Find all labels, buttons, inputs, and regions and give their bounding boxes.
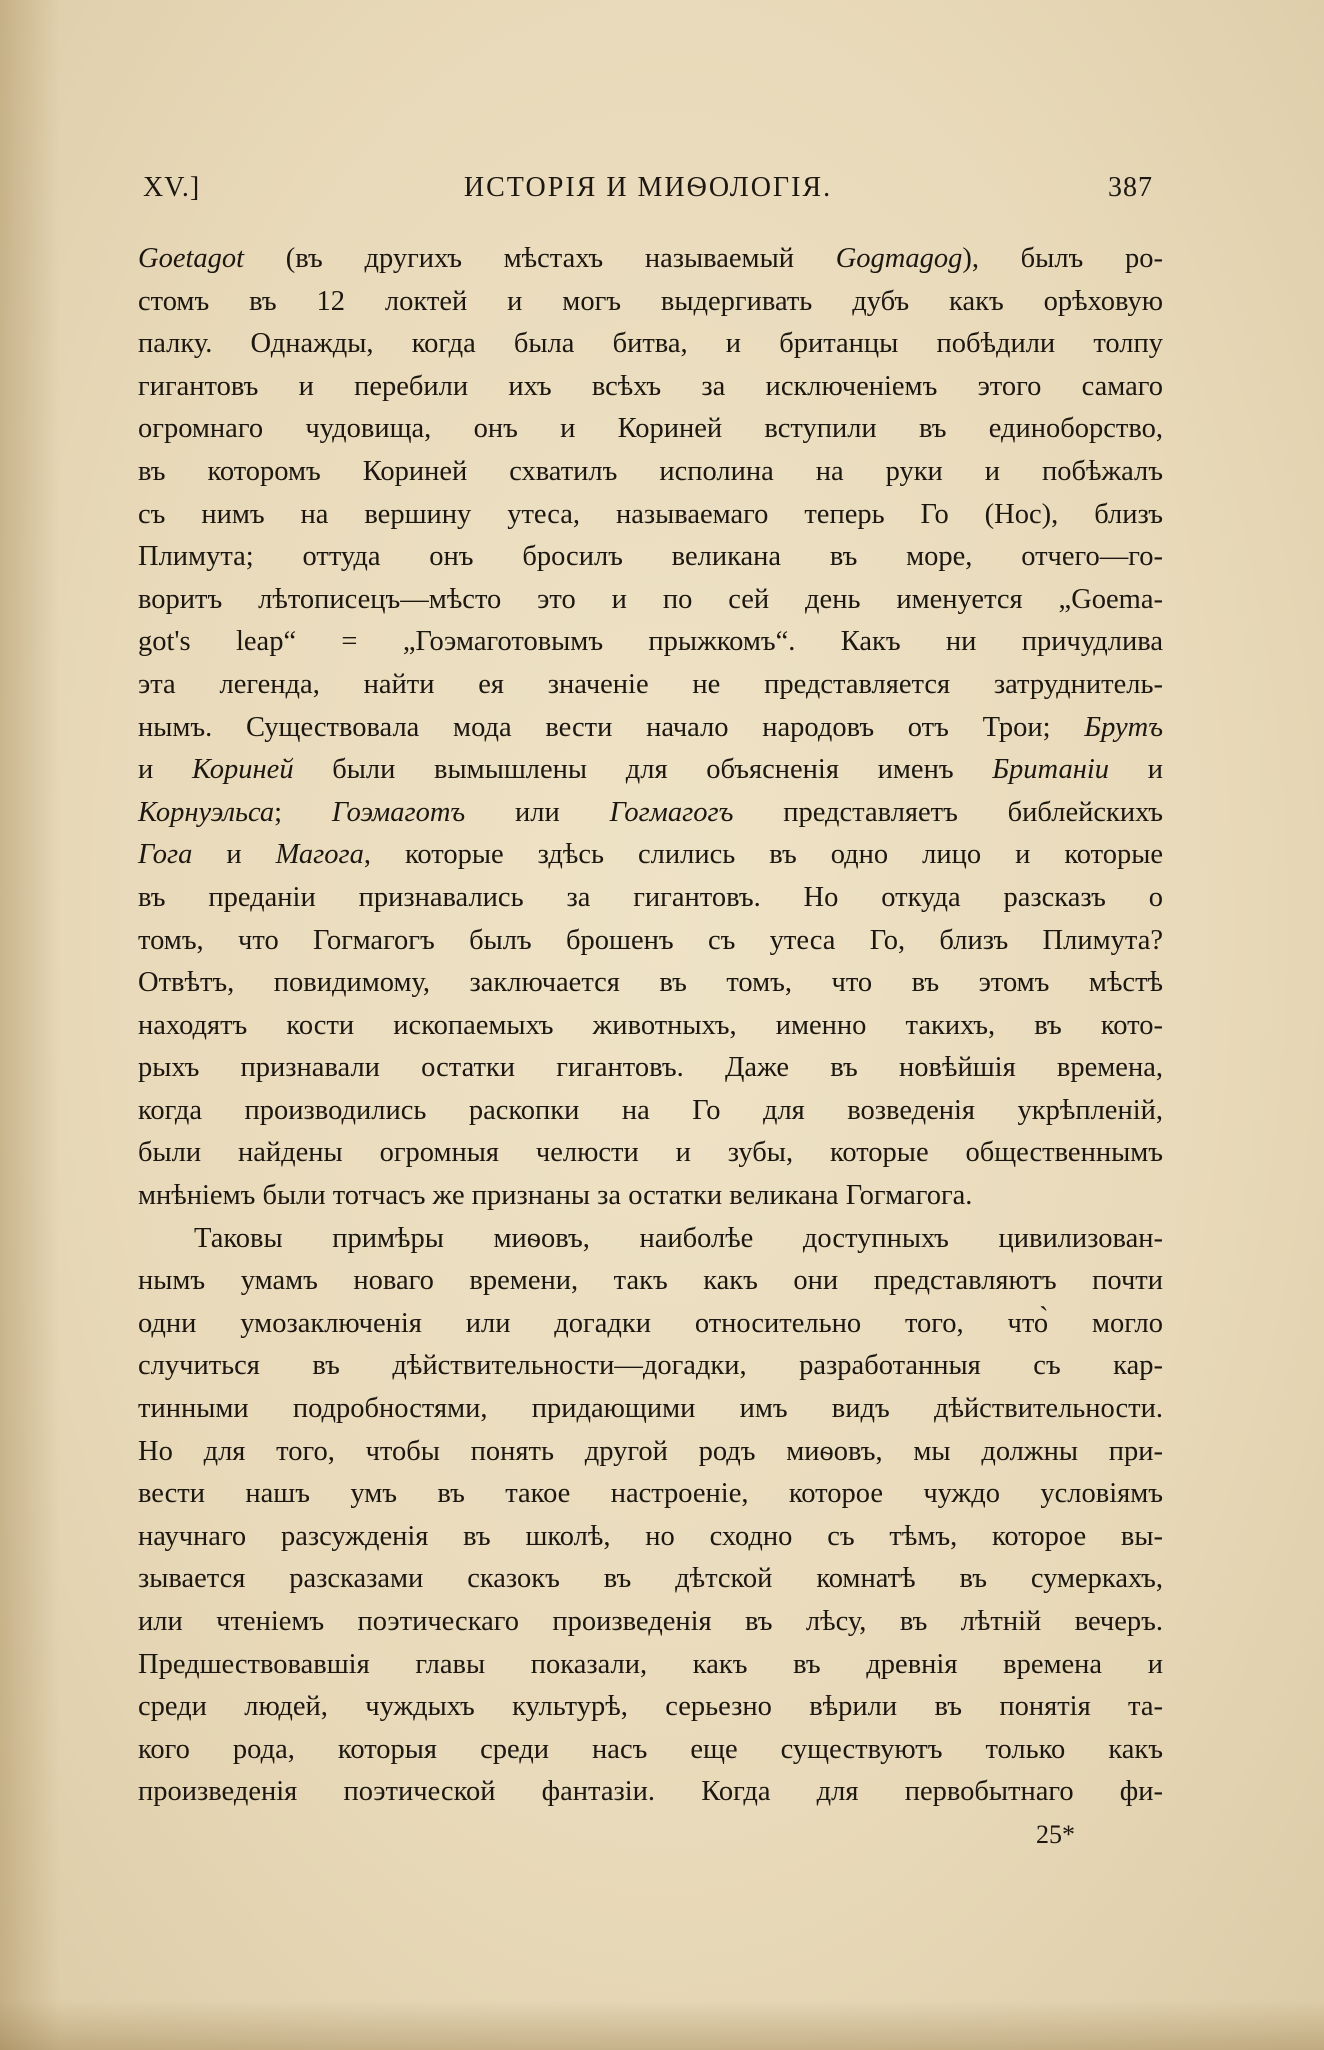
text-line (138, 579, 1163, 622)
text-segment: съ нимъ на вершину утеса, называемаго теперь Го (Hoc), близъ (138, 498, 1163, 530)
italic-text: Gogmagog (835, 243, 963, 274)
text-segment: когда производились раскопки на Го для возведенія укрѣпленій, (138, 1094, 1163, 1126)
text-line (138, 749, 1163, 792)
text-segment: были найдены огромныя челюсти и зубы, которые общественнымъ (138, 1137, 1163, 1169)
text-segment: Но для того, чтобы понять другой родъ миѳовъ, мы должны при- (138, 1435, 1163, 1467)
text-line (138, 366, 1163, 409)
text-line (138, 920, 1163, 963)
text-line (138, 621, 1163, 664)
text-line (138, 323, 1163, 366)
text-segment: Таковы примѣры миѳовъ, наиболѣе доступныхъ цивилизован- (194, 1222, 1163, 1254)
text-segment: нымъ. Существовала мода вести начало народовъ отъ Трои; (138, 711, 1085, 743)
text-segment: въ преданіи признавались за гигантовъ. Но откуда разсказъ о (138, 881, 1163, 913)
text-line (138, 1260, 1163, 1303)
text-segment: мнѣніемъ были тотчасъ же признаны за остатки великана Гогмагога. (138, 1180, 973, 1212)
italic-text: Брутъ (1084, 711, 1163, 743)
text-segment: или чтеніемъ поэтическаго произведенія въ лѣсу, въ лѣтній вечеръ. (138, 1606, 1163, 1637)
text-segment: въ которомъ Кориней схватилъ исполина на руки и побѣжалъ (138, 455, 1163, 487)
text-segment: воритъ лѣтописецъ—мѣсто это и по сей день именуется „Goema- (138, 583, 1163, 615)
italic-text: Гогмагогъ (609, 796, 734, 828)
text-segment: огромнаго чудовища, онъ и Кориней вступили въ единоборство, (138, 413, 1163, 445)
text-line (138, 1431, 1163, 1474)
text-segment: рыхъ признавали остатки гигантовъ. Даже въ новѣйшія времена, (138, 1052, 1163, 1084)
italic-text: Корнуэльса (138, 796, 275, 828)
text-segment: кого рода, которыя среди насъ еще существуютъ только какъ (138, 1733, 1163, 1765)
text-segment: гигантовъ и перебили ихъ всѣхъ за исключеніемъ этого самаго (138, 370, 1163, 402)
text-segment: ), былъ ро- (962, 243, 1163, 274)
text-line (138, 1771, 1163, 1814)
text-line (138, 1047, 1163, 1090)
text-segment: (въ другихъ мѣстахъ называемый (244, 243, 836, 274)
text-segment: ; (274, 796, 332, 828)
text-segment: и (192, 839, 276, 871)
text-line (138, 1601, 1163, 1644)
text-line (138, 962, 1163, 1005)
text-line (138, 494, 1163, 537)
text-line (138, 1388, 1163, 1431)
text-segment: случиться въ дѣйствительности—догадки, разработанныя съ кар- (138, 1350, 1163, 1382)
text-segment: были вымышлены для объясненія именъ (293, 754, 993, 786)
text-line (138, 1218, 1163, 1261)
italic-text: Гоэмаготъ (331, 796, 466, 828)
text-line (138, 1303, 1163, 1346)
body-text (138, 238, 1163, 1814)
italic-text: Магога (275, 839, 364, 871)
text-segment: got's leap“ = „Гоэмаготовымъ прыжкомъ“. Какъ ни причудлива (138, 626, 1163, 658)
chapter-number: XV.] (143, 172, 201, 203)
text-line (138, 1686, 1163, 1729)
text-segment: или (465, 796, 610, 828)
text-line (138, 408, 1163, 451)
text-segment: Отвѣтъ, повидимому, заключается въ томъ, что въ этомъ мѣстѣ (138, 967, 1163, 999)
text-line (138, 238, 1163, 281)
italic-text: Британіи (992, 754, 1110, 786)
text-line (138, 1090, 1163, 1133)
text-line (138, 281, 1163, 324)
text-segment: научнаго разсужденія въ школѣ, но сходно съ тѣмъ, которое вы- (138, 1520, 1163, 1552)
text-line (138, 707, 1163, 750)
running-title: ИСТОРІЯ И МИѲОЛОГІЯ. (463, 172, 833, 203)
page-number: 387 (1108, 172, 1153, 203)
text-line (138, 877, 1163, 920)
text-segment: Предшествовавшія главы показали, какъ въ древнія времена и (138, 1648, 1163, 1680)
text-segment: произведенія поэтической фантазіи. Когда для первобытнаго фи- (138, 1776, 1163, 1808)
italic-text: Кориней (191, 754, 294, 786)
text-segment: тинными подробностями, придающими имъ видъ дѣйствительности. (138, 1393, 1163, 1425)
text-line (138, 1644, 1163, 1687)
text-line (138, 792, 1163, 835)
text-line (138, 1558, 1163, 1601)
text-line (138, 536, 1163, 579)
text-line (138, 1729, 1163, 1772)
text-segment: палку. Однажды, когда была битва, и британцы побѣдили толпу (138, 328, 1163, 360)
text-line (138, 1345, 1163, 1388)
text-segment: зывается разсказами сказокъ въ дѣтской комнатѣ въ сумеркахъ, (138, 1563, 1163, 1595)
text-segment: Плимута; оттуда онъ бросилъ великана въ море, отчего—го- (138, 541, 1163, 573)
running-head (143, 172, 1153, 212)
text-segment: среди людей, чуждыхъ культурѣ, серьезно вѣрили въ понятія та- (138, 1691, 1163, 1723)
text-line (138, 1473, 1163, 1516)
text-line (138, 664, 1163, 707)
text-segment: находятъ кости ископаемыхъ животныхъ, именно такихъ, въ кото- (138, 1009, 1163, 1041)
text-segment: , которые здѣсь слились въ одно лицо и которые (363, 839, 1163, 871)
text-line (138, 1516, 1163, 1559)
italic-text: Goetagot (138, 243, 245, 274)
text-segment: эта легенда, найти ея значеніе не представляется затруднитель- (138, 668, 1163, 700)
text-segment: вести нашъ умъ въ такое настроеніе, которое чуждо условіямъ (138, 1478, 1163, 1510)
text-segment: стомъ въ 12 локтей и могъ выдергивать дубъ какъ орѣховую (138, 285, 1163, 317)
signature-mark: 25* (1036, 1820, 1075, 1849)
text-line (138, 1005, 1163, 1048)
text-line (138, 1132, 1163, 1175)
text-line (138, 1175, 1163, 1218)
text-segment: томъ, что Гогмагогъ былъ брошенъ съ утеса Го, близъ Плимута? (138, 924, 1163, 956)
text-segment: и (138, 754, 192, 786)
text-segment: одни умозаключенія или догадки относительно того, что̀ могло (138, 1307, 1163, 1339)
text-segment: нымъ умамъ новаго времени, такъ какъ они представляютъ почти (138, 1265, 1163, 1297)
text-line (138, 451, 1163, 494)
text-segment: представляетъ библейскихъ (733, 796, 1163, 828)
italic-text: Гога (138, 839, 193, 871)
text-line (138, 834, 1163, 877)
text-segment: и (1109, 754, 1163, 786)
